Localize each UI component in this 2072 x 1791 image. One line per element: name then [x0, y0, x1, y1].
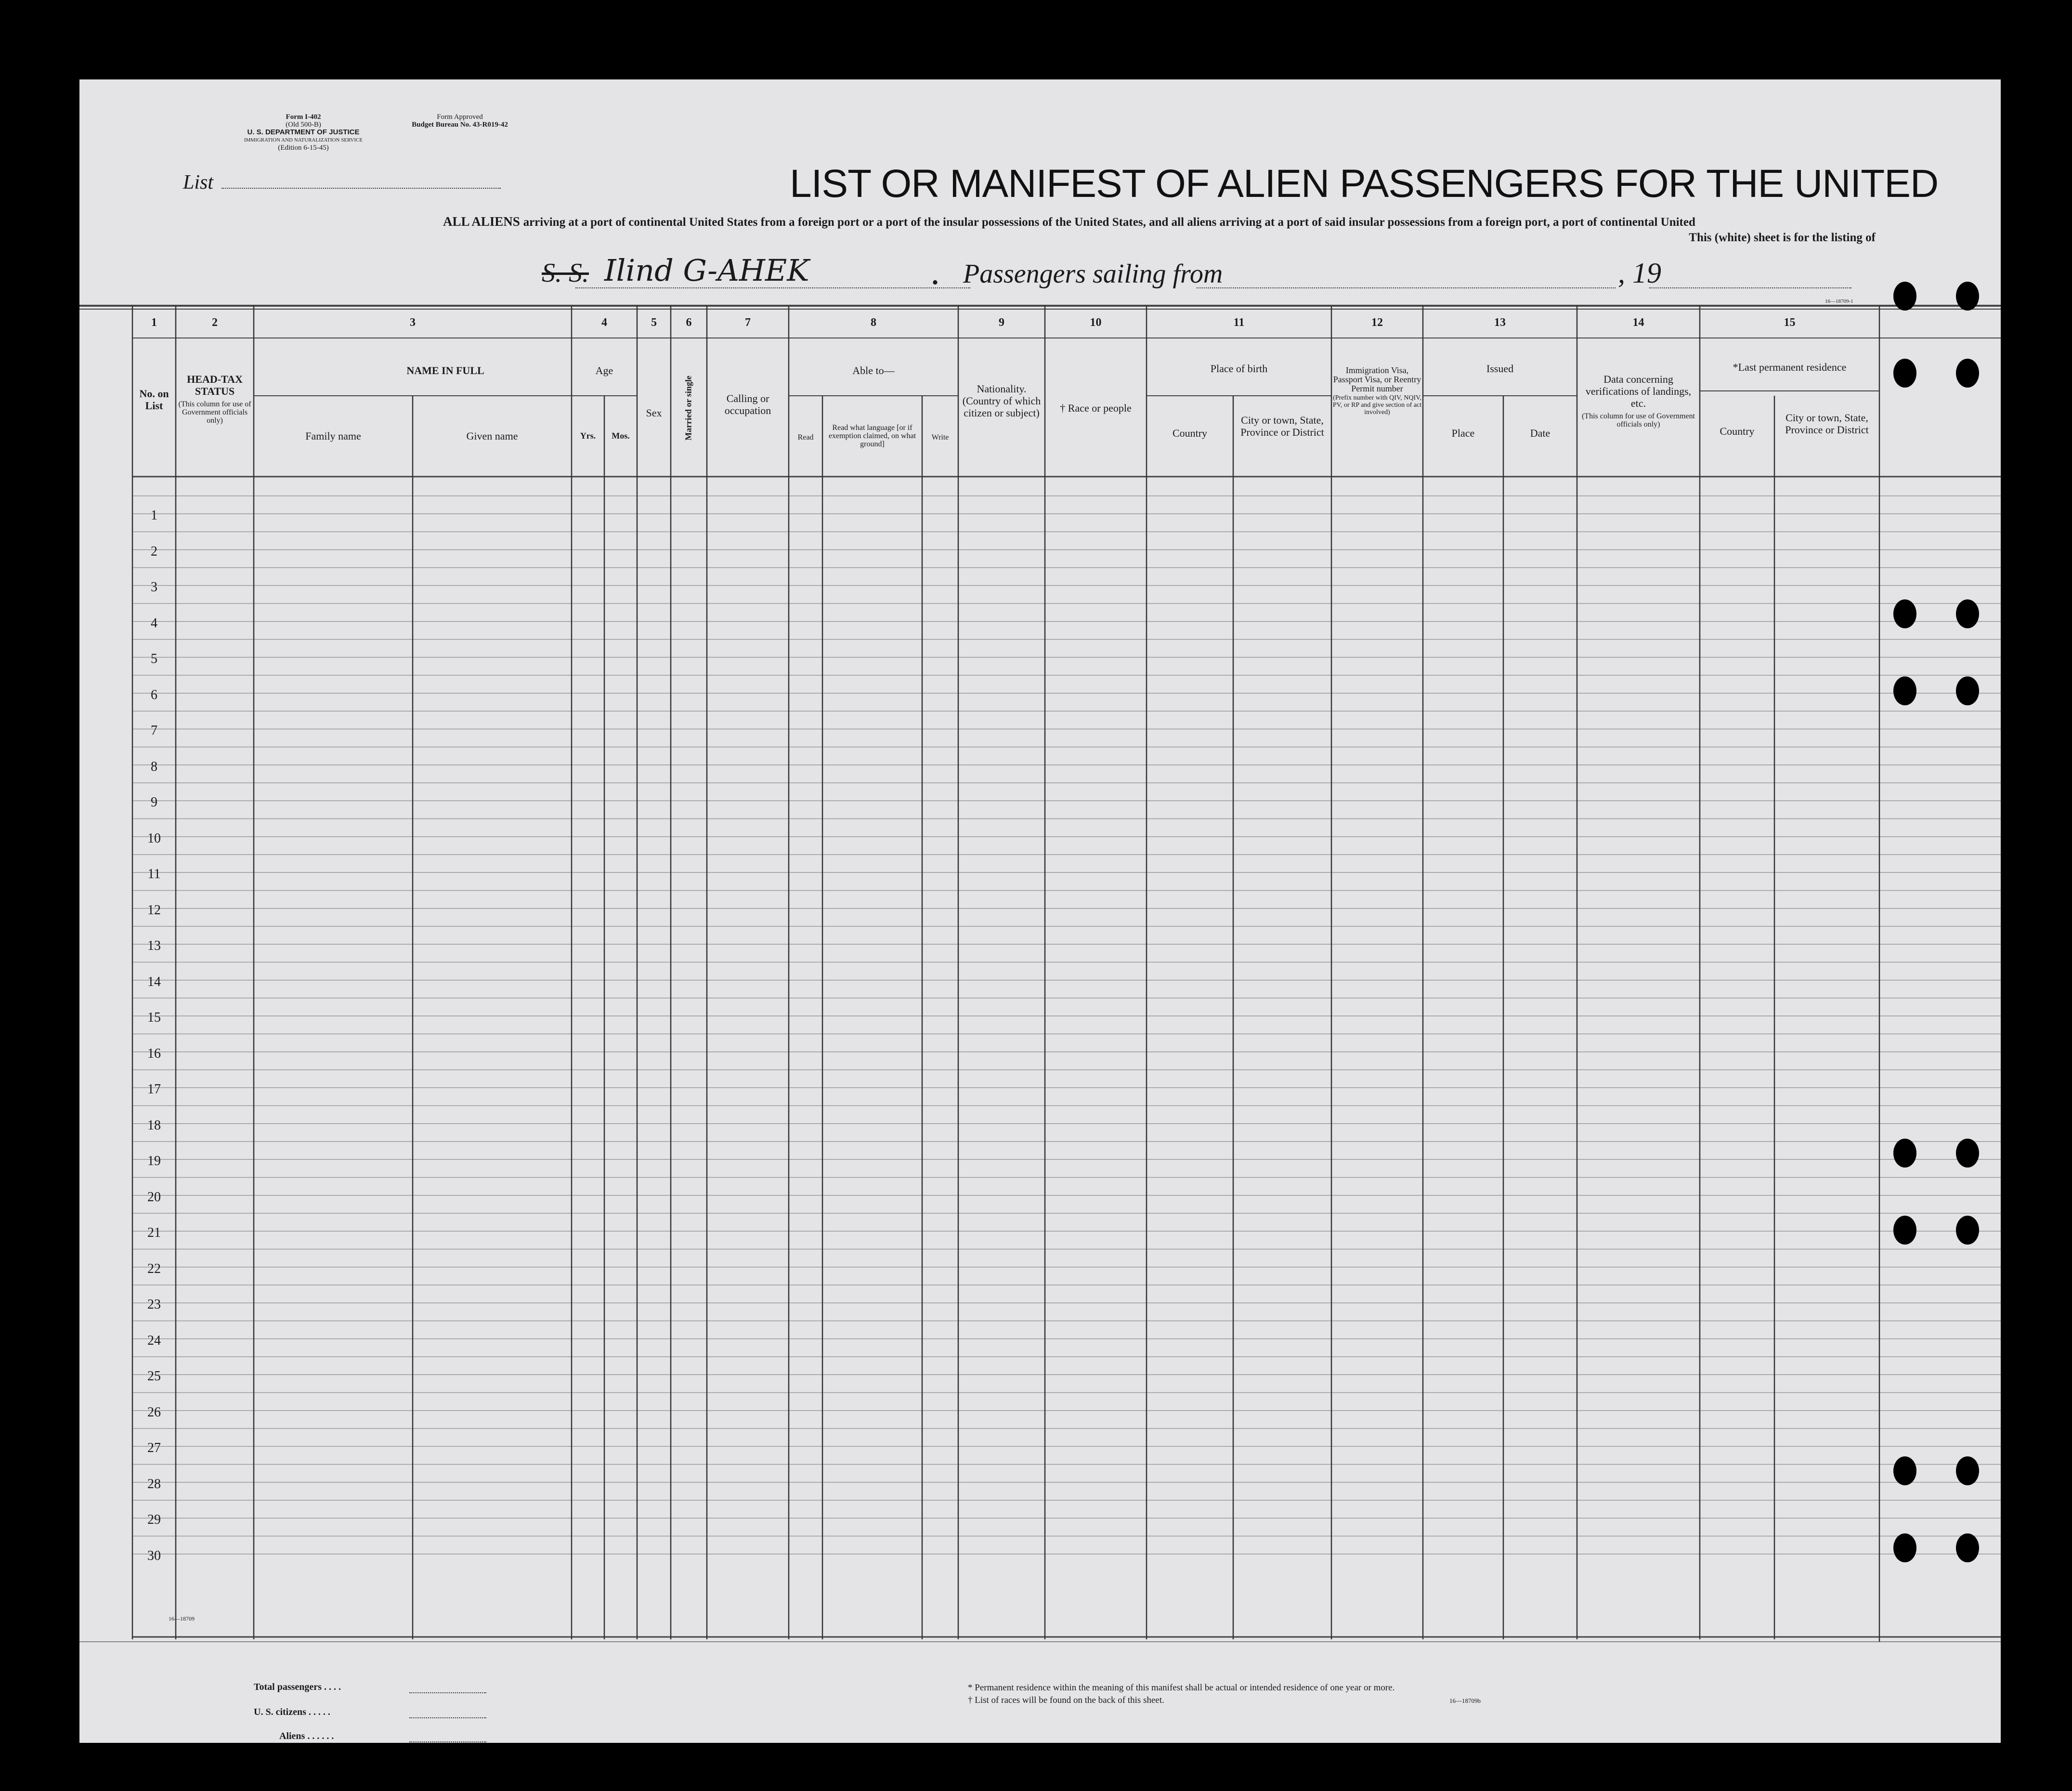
us-citizens-field[interactable] — [409, 1717, 486, 1718]
header-issued-place: Place — [1451, 427, 1475, 439]
footer-aliens: Aliens . . . . . . — [279, 1731, 334, 1741]
ship-name: Ilind G-AHEK — [604, 253, 809, 288]
header-place-of-birth: Place of birth — [1210, 363, 1268, 375]
header-given-name: Given name — [466, 430, 518, 442]
row-number: 8 — [151, 759, 157, 774]
total-passengers-label: Total passengers — [254, 1682, 322, 1692]
data-concerning-label: Data concerning verifications of landings, etc. — [1585, 373, 1692, 409]
header-yrs: Yrs. — [580, 431, 596, 441]
visa-label: Immigration Visa, Passport Visa, or Reentry Permit number — [1333, 365, 1421, 393]
header-calling: Calling or occupation — [724, 392, 771, 416]
punch-hole — [1893, 1533, 1916, 1562]
header-lr-country: Country — [1720, 425, 1755, 437]
row-number: 28 — [147, 1476, 161, 1492]
header-head-tax — [176, 373, 254, 425]
punch-hole — [1956, 1533, 1979, 1562]
ss-label: S. S. — [542, 258, 589, 288]
colnum-13: 13 — [1494, 316, 1506, 329]
punch-hole — [1893, 599, 1916, 628]
punch-hole — [1893, 1456, 1916, 1485]
tiny-code: 16—18709-1 — [1825, 298, 1853, 304]
header-age: Age — [595, 364, 613, 376]
row-number: 1 — [151, 508, 157, 523]
row-number: 3 — [151, 580, 157, 595]
colnum-8: 8 — [871, 316, 876, 329]
us-citizens-label: U. S. citizens — [254, 1707, 306, 1717]
bottom-code: 16—18709 — [169, 1615, 195, 1622]
colnum-1: 1 — [151, 316, 157, 329]
row-number: 20 — [147, 1189, 161, 1205]
ship-dot: . — [932, 260, 938, 290]
header-read-language: Read what language [or if exemption claimed, on what ground] — [828, 424, 916, 448]
form-number: Form I-402 — [286, 113, 321, 121]
row-number: 21 — [147, 1225, 161, 1240]
head-tax-label: HEAD-TAX STATUS — [187, 373, 243, 397]
row-number: 12 — [147, 902, 161, 918]
row-number: 7 — [151, 723, 157, 738]
colnum-6: 6 — [686, 316, 692, 329]
punch-hole — [1956, 1139, 1979, 1168]
service: IMMIGRATION AND NATURALIZATION SERVICE — [244, 137, 363, 143]
row-number: 18 — [147, 1117, 161, 1133]
sailing-label: Passengers sailing from — [963, 259, 1223, 289]
punch-hole — [1893, 359, 1916, 388]
colnum-2: 2 — [212, 316, 218, 329]
colnum-9: 9 — [999, 316, 1004, 329]
subtitle-lead: ALL ALIENS — [443, 214, 520, 229]
header-race: † Race or people — [1060, 402, 1132, 414]
row-number: 27 — [147, 1441, 161, 1455]
colnum-3: 3 — [410, 316, 416, 329]
header-sex: Sex — [646, 407, 662, 419]
header-name-in-full: NAME IN FULL — [406, 364, 484, 376]
header-issued-date: Date — [1530, 427, 1551, 439]
data-concerning-note: (This column for use of Government officials only) — [1581, 412, 1695, 428]
page-title: LIST OR MANIFEST OF ALIEN PASSENGERS FOR THE UNITED — [790, 162, 1939, 206]
aliens-field[interactable] — [409, 1741, 486, 1742]
row-number: 19 — [147, 1154, 161, 1168]
colnum-11: 11 — [1233, 316, 1245, 329]
punch-hole — [1893, 676, 1916, 705]
punch-hole — [1893, 282, 1916, 311]
form-approved: Form Approved — [437, 113, 483, 121]
row-number: 10 — [147, 831, 161, 846]
row-number: 22 — [147, 1261, 161, 1276]
row-number: 6 — [151, 687, 157, 702]
manifest-sheet — [79, 79, 2001, 1743]
row-number: 14 — [147, 974, 161, 989]
header-read: Read — [797, 433, 814, 441]
footer-code: 16—18709b — [1449, 1697, 1481, 1704]
row-number: 17 — [147, 1082, 161, 1097]
header-no-on-list: No. on List — [139, 388, 169, 412]
header-able-to: Able to— — [852, 364, 895, 376]
visa-note: (Prefix number with QIV, NQIV, PV, or RP and give section of act involved) — [1332, 394, 1422, 416]
colnum-4: 4 — [601, 316, 607, 329]
edition: (Edition 6-15-45) — [278, 144, 329, 152]
colnum-15: 15 — [1784, 316, 1796, 329]
footnote-residence: * Permanent residence within the meaning of this manifest shall be actual or intended residence of one year or more. — [968, 1683, 1395, 1693]
row-number: 15 — [147, 1010, 161, 1025]
header-issued: Issued — [1486, 363, 1514, 375]
footer-us-citizens: U. S. citizens . . . . . — [254, 1707, 330, 1717]
total-passengers-field[interactable] — [409, 1692, 486, 1693]
row-number: 23 — [147, 1297, 161, 1312]
punch-hole — [1956, 599, 1979, 628]
aliens-label: Aliens — [279, 1731, 305, 1741]
row-number: 16 — [147, 1046, 161, 1061]
row-number: 4 — [151, 615, 157, 631]
row-number: 29 — [147, 1512, 161, 1527]
colnum-10: 10 — [1090, 316, 1102, 329]
budget-number: Budget Bureau No. 43-R019-42 — [412, 121, 508, 129]
colnum-7: 7 — [745, 316, 751, 329]
header-visa — [1331, 366, 1423, 416]
subtitle-line2: This (white) sheet is for the listing of — [1689, 231, 1876, 244]
punch-hole — [1956, 282, 1979, 311]
row-number: 26 — [147, 1404, 161, 1420]
punch-hole — [1956, 359, 1979, 388]
department: U. S. DEPARTMENT OF JUSTICE — [247, 128, 360, 136]
punch-hole — [1956, 676, 1979, 705]
header-nationality: Nationality. (Country of which citizen or subject) — [962, 383, 1041, 419]
header-last-residence: *Last permanent residence — [1733, 361, 1847, 373]
header-data-concerning — [1577, 373, 1700, 428]
header-lr-city: City or town, State, Province or District — [1785, 412, 1869, 436]
footnote-races: † List of races will be found on the back of this sheet. — [968, 1695, 1164, 1705]
header-mos: Mos. — [612, 431, 630, 441]
header-family-name: Family name — [305, 430, 361, 442]
header-pob-country: Country — [1172, 427, 1208, 439]
punch-hole — [1893, 1216, 1916, 1245]
row-number: 24 — [147, 1333, 161, 1348]
subtitle-text: arriving at a port of continental United States from a foreign port or a port of the insular possessions of the United States, and all aliens arriving at a port of said insular possessions from a foreign port, a port of continental United — [523, 216, 1695, 229]
footer-total-passengers: Total passengers . . . . — [254, 1682, 341, 1692]
punch-hole — [1893, 1139, 1916, 1168]
punch-hole — [1956, 1456, 1979, 1485]
punch-hole — [1956, 1216, 1979, 1245]
form-old-number: (Old 500-B) — [286, 121, 321, 129]
row-number: 25 — [147, 1369, 161, 1384]
header-write: Write — [931, 433, 949, 441]
header-pob-city: City or town, State, Province or District — [1240, 414, 1324, 438]
row-number: 30 — [147, 1548, 161, 1563]
colnum-14: 14 — [1632, 316, 1644, 329]
row-number: 2 — [151, 544, 157, 559]
year-label: , 19 — [1618, 257, 1661, 289]
row-number: 5 — [151, 651, 157, 666]
head-tax-note: (This column for use of Government officials only) — [178, 400, 251, 425]
row-number: 13 — [147, 938, 161, 953]
colnum-12: 12 — [1371, 316, 1383, 329]
row-number: 11 — [147, 867, 161, 882]
list-label: List — [183, 171, 214, 194]
colnum-5: 5 — [651, 316, 657, 329]
header-married: Married or single — [683, 376, 693, 441]
row-number: 9 — [151, 795, 157, 810]
